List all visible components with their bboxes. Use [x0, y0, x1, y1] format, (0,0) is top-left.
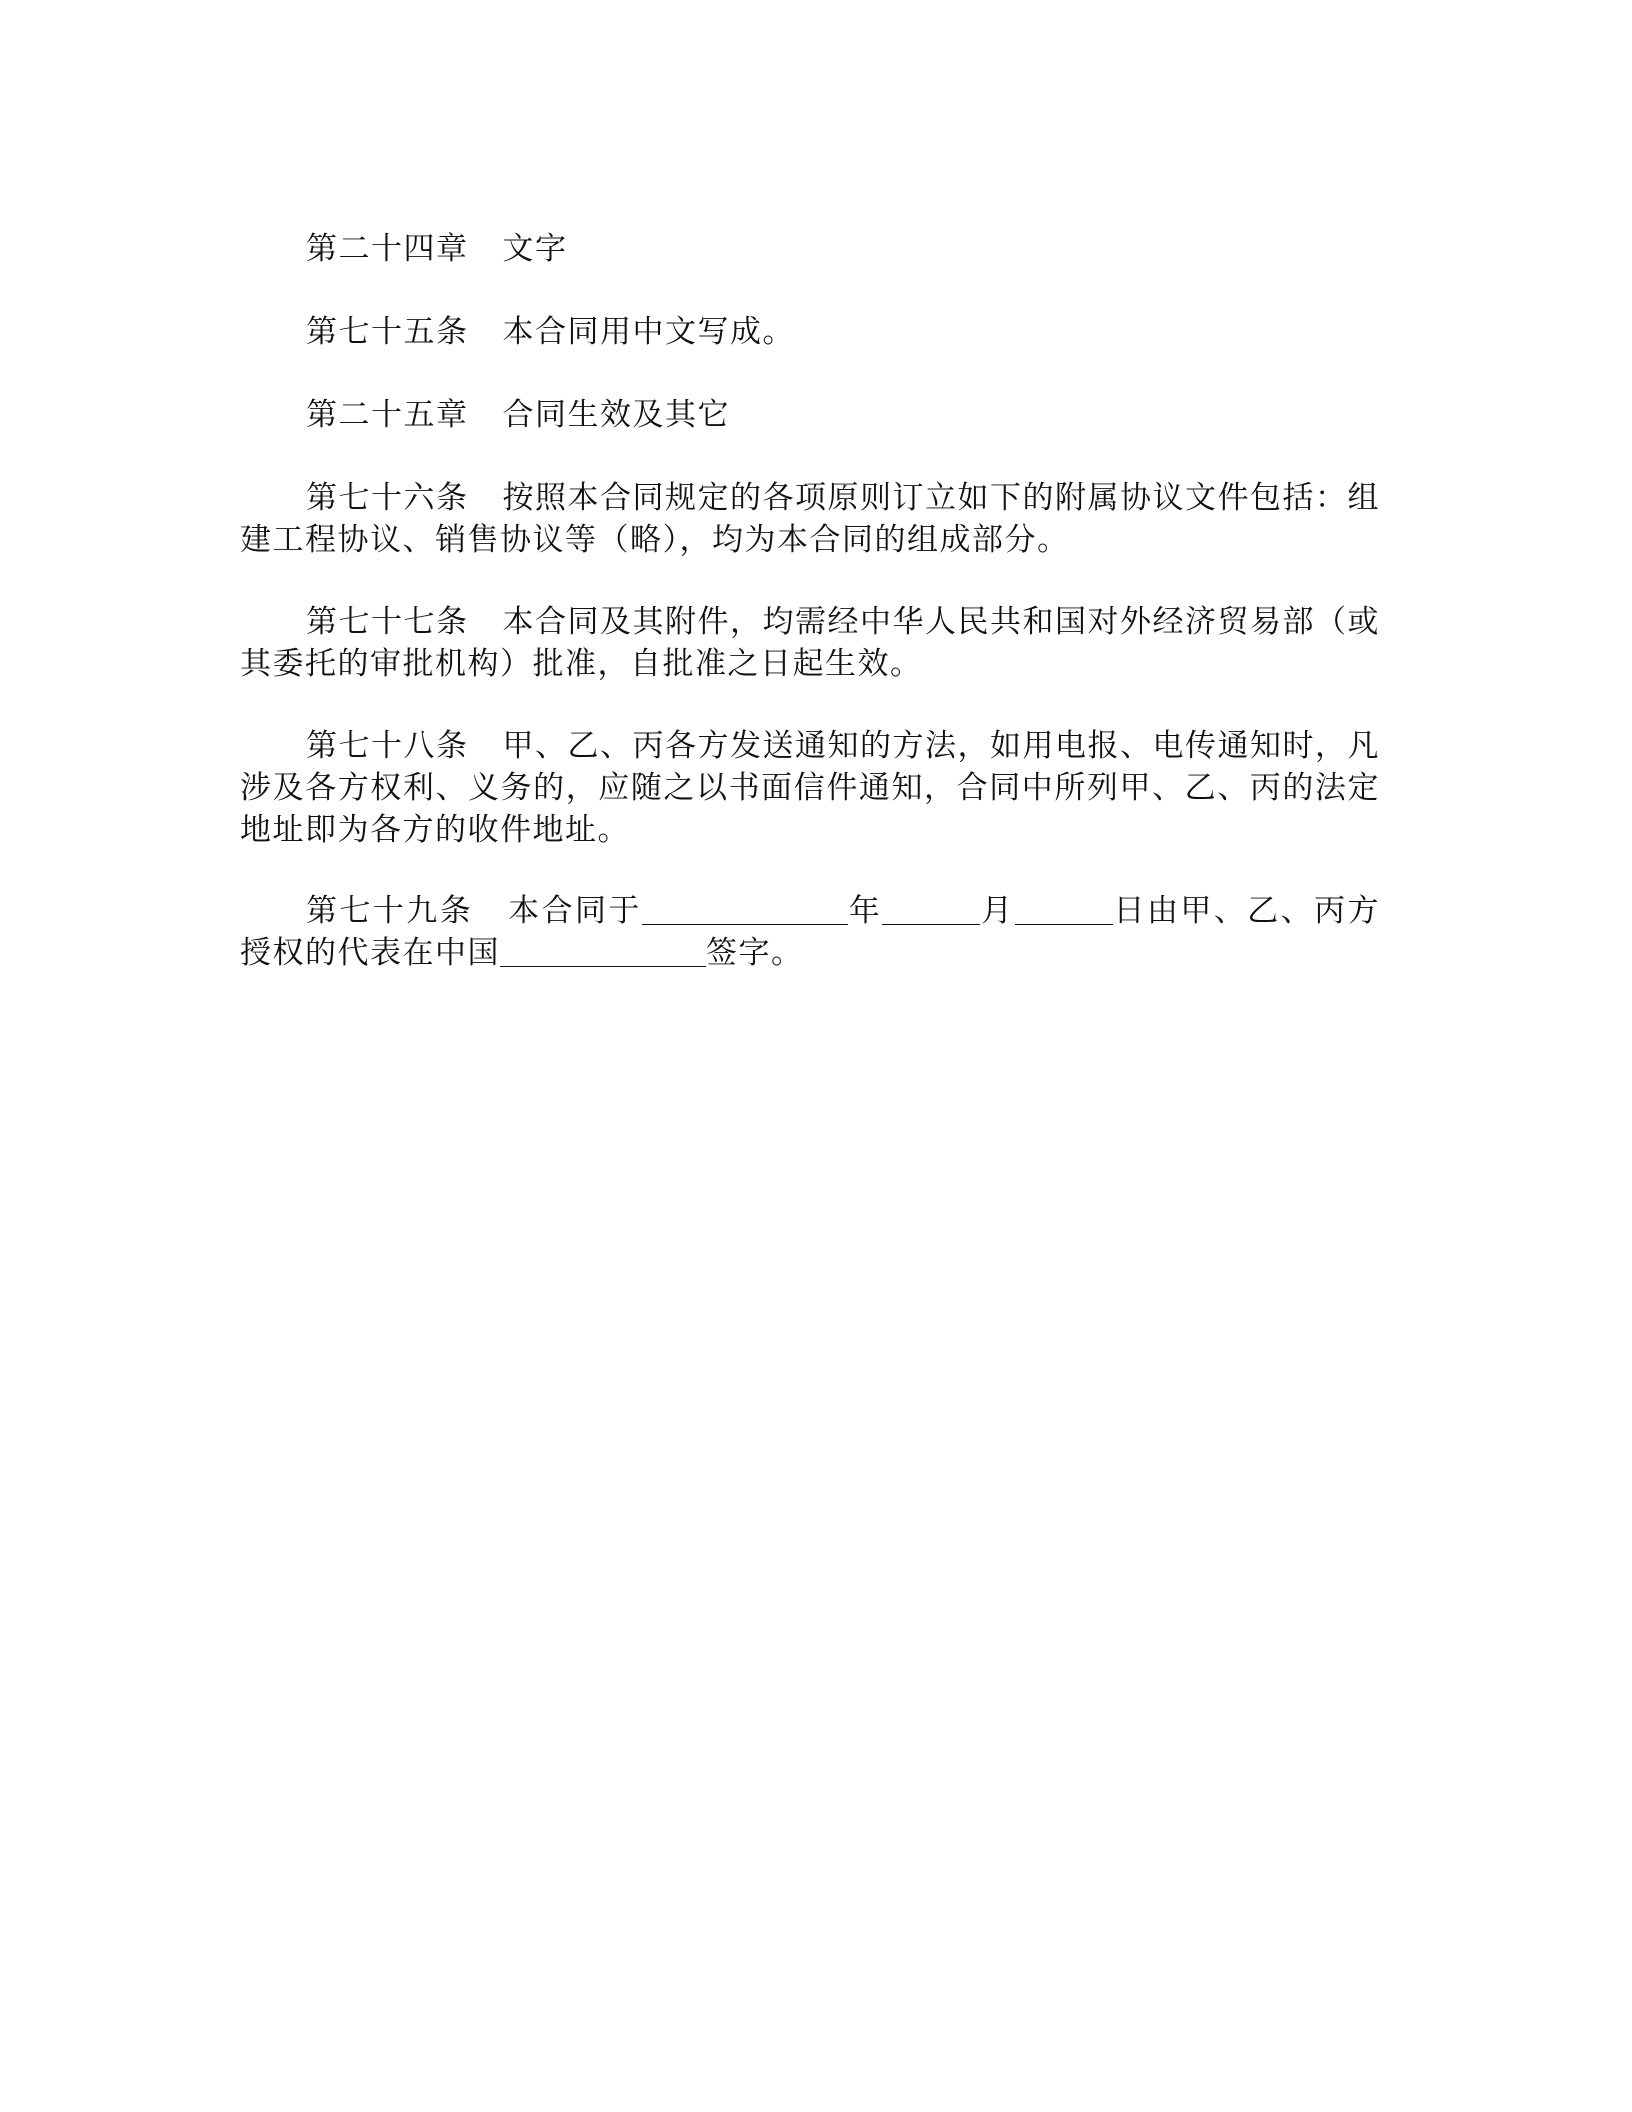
article-75-text: 本合同用中文写成。 [502, 314, 795, 350]
chapter-25-title: 合同生效及其它 [502, 397, 730, 433]
chapter-25-number: 第二十五章 [306, 397, 469, 433]
chapter-24-heading [240, 228, 1380, 270]
article-77-number: 第七十七条 [306, 604, 469, 640]
article-79-text-3: 月 [980, 893, 1015, 929]
article-76-text: 按照本合同规定的各项原则订立如下的附属协议文件包括：组建工程协议、销售协议等（略），均为本合同的组成部分。 [240, 480, 1380, 558]
chapter-24-number: 第二十四章 [306, 231, 469, 267]
article-79 [240, 890, 1380, 974]
article-78 [240, 725, 1380, 851]
article-76-number: 第七十六条 [306, 480, 469, 516]
article-79-text-5: 签字。 [706, 935, 804, 971]
article-76 [240, 477, 1380, 561]
document-page [240, 0, 1380, 2112]
day-blank [1015, 894, 1113, 925]
article-79-text-1: 本合同于 [507, 893, 642, 929]
chapter-24-title: 文字 [502, 231, 568, 267]
article-78-number: 第七十八条 [306, 728, 469, 764]
article-79-text-4: 日由甲、乙、丙方授权的代表在中国 [240, 893, 1381, 971]
article-75 [240, 311, 1380, 353]
year-blank [642, 894, 848, 925]
chapter-25-heading [240, 394, 1380, 436]
article-79-text-2: 年 [847, 893, 883, 929]
article-77-text: 本合同及其附件，均需经中华人民共和国对外经济贸易部（或其委托的审批机构）批准，自批准之日起生效。 [240, 604, 1380, 682]
place-blank [500, 936, 706, 967]
article-78-text: 甲、乙、丙各方发送通知的方法，如用电报、电传通知时，凡涉及各方权利、义务的，应随之以书面信件通知，合同中所列甲、乙、丙的法定地址即为各方的收件地址。 [240, 728, 1380, 848]
article-75-number: 第七十五条 [306, 314, 469, 350]
article-79-number: 第七十九条 [306, 893, 474, 929]
month-blank [882, 894, 980, 925]
article-77 [240, 601, 1380, 685]
